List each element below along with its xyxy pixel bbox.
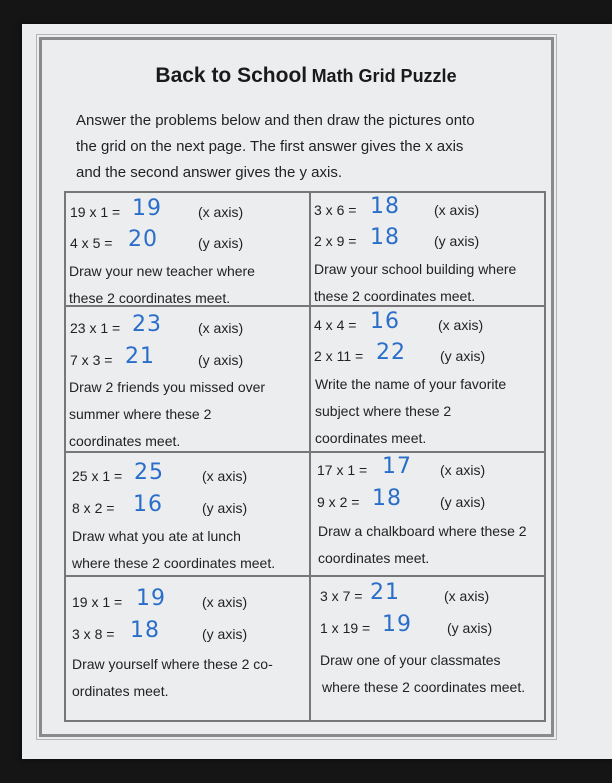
drawing-instruction xyxy=(72,523,312,577)
instructions xyxy=(76,108,546,186)
drawing-instruction xyxy=(314,256,554,310)
x-equation: 23 x 1 = xyxy=(70,320,121,336)
instruction-line: ordinates meet. xyxy=(72,683,169,699)
y-equation: 3 x 8 = xyxy=(72,626,115,642)
y-answer: 20 xyxy=(128,227,158,252)
x-answer: 23 xyxy=(132,312,162,337)
x-equation: 25 x 1 = xyxy=(72,468,123,484)
y-axis-label: (y axis) xyxy=(447,620,493,636)
x-answer: 19 xyxy=(132,196,162,221)
drawing-instruction xyxy=(69,258,309,312)
instruction-line: Draw a chalkboard where these 2 xyxy=(318,523,527,539)
y-equation: 4 x 5 = xyxy=(70,235,113,251)
y-axis-label: (y axis) xyxy=(202,626,248,642)
y-equation: 1 x 19 = xyxy=(320,620,371,636)
x-answer: 16 xyxy=(370,309,400,334)
x-answer: 19 xyxy=(136,586,166,611)
y-axis-label: (y axis) xyxy=(202,500,248,516)
instruction-line: Draw yourself where these 2 co- xyxy=(72,656,273,672)
intro-line: and the second answer gives the y axis. xyxy=(76,164,342,181)
y-answer: 22 xyxy=(376,340,406,365)
y-axis-label: (y axis) xyxy=(434,233,480,249)
x-equation: 3 x 6 = xyxy=(314,202,357,218)
title-bold-part: Back to School xyxy=(155,64,308,87)
instruction-line: Write the name of your favorite xyxy=(315,376,507,392)
column-divider xyxy=(309,191,311,722)
instruction-line: coordinates meet. xyxy=(69,433,181,449)
drawing-instruction xyxy=(69,374,309,455)
x-equation: 17 x 1 = xyxy=(317,462,368,478)
intro-line: the grid on the next page. The first answer gives the x axis xyxy=(76,138,464,155)
instruction-line: subject where these 2 xyxy=(315,403,452,419)
x-axis-label: (x axis) xyxy=(434,202,480,218)
instruction-line: summer where these 2 xyxy=(69,406,212,422)
x-equation: 4 x 4 = xyxy=(314,317,357,333)
y-equation: 9 x 2 = xyxy=(317,494,360,510)
y-answer: 16 xyxy=(133,492,163,517)
x-axis-label: (x axis) xyxy=(202,594,248,610)
x-equation: 3 x 7 = xyxy=(320,588,363,604)
instruction-line: Draw 2 friends you missed over xyxy=(69,379,266,395)
x-equation: 19 x 1 = xyxy=(72,594,123,610)
x-axis-label: (x axis) xyxy=(440,462,486,478)
x-answer: 17 xyxy=(382,454,412,479)
instruction-line: these 2 coordinates meet. xyxy=(314,288,476,304)
x-answer: 18 xyxy=(370,194,400,219)
y-equation: 8 x 2 = xyxy=(72,500,115,516)
y-equation: 2 x 9 = xyxy=(314,233,357,249)
x-answer: 25 xyxy=(134,460,164,485)
instruction-line: Draw your school building where xyxy=(314,261,517,277)
drawing-instruction xyxy=(72,651,312,705)
x-axis-label: (x axis) xyxy=(198,320,244,336)
x-answer: 21 xyxy=(370,580,400,605)
page-title xyxy=(0,64,612,88)
title-rest: Math Grid Puzzle xyxy=(311,66,457,86)
instruction-line: Draw one of your classmates xyxy=(320,652,501,668)
y-answer: 18 xyxy=(372,486,402,511)
y-axis-label: (y axis) xyxy=(198,352,244,368)
x-axis-label: (x axis) xyxy=(202,468,248,484)
instruction-line: where these 2 coordinates meet. xyxy=(322,679,526,695)
instruction-line: Draw your new teacher where xyxy=(69,263,255,279)
instruction-line: coordinates meet. xyxy=(315,430,427,446)
y-answer: 21 xyxy=(125,344,155,369)
instruction-line: these 2 coordinates meet. xyxy=(69,290,231,306)
y-answer: 18 xyxy=(130,618,160,643)
intro-line: Answer the problems below and then draw the pictures onto xyxy=(76,112,475,129)
x-equation: 19 x 1 = xyxy=(70,204,121,220)
x-axis-label: (x axis) xyxy=(198,204,244,220)
y-axis-label: (y axis) xyxy=(440,348,486,364)
instruction-line: where these 2 coordinates meet. xyxy=(72,555,276,571)
x-axis-label: (x axis) xyxy=(438,317,484,333)
y-axis-label: (y axis) xyxy=(198,235,244,251)
y-equation: 7 x 3 = xyxy=(70,352,113,368)
y-answer: 18 xyxy=(370,225,400,250)
drawing-instruction xyxy=(320,647,560,701)
instruction-line: Draw what you ate at lunch xyxy=(72,528,241,544)
instruction-line: coordinates meet. xyxy=(318,550,430,566)
drawing-instruction xyxy=(318,518,558,572)
drawing-instruction xyxy=(315,371,555,452)
y-axis-label: (y axis) xyxy=(440,494,486,510)
x-axis-label: (x axis) xyxy=(444,588,490,604)
y-equation: 2 x 11 = xyxy=(314,348,364,364)
y-answer: 19 xyxy=(382,612,412,637)
